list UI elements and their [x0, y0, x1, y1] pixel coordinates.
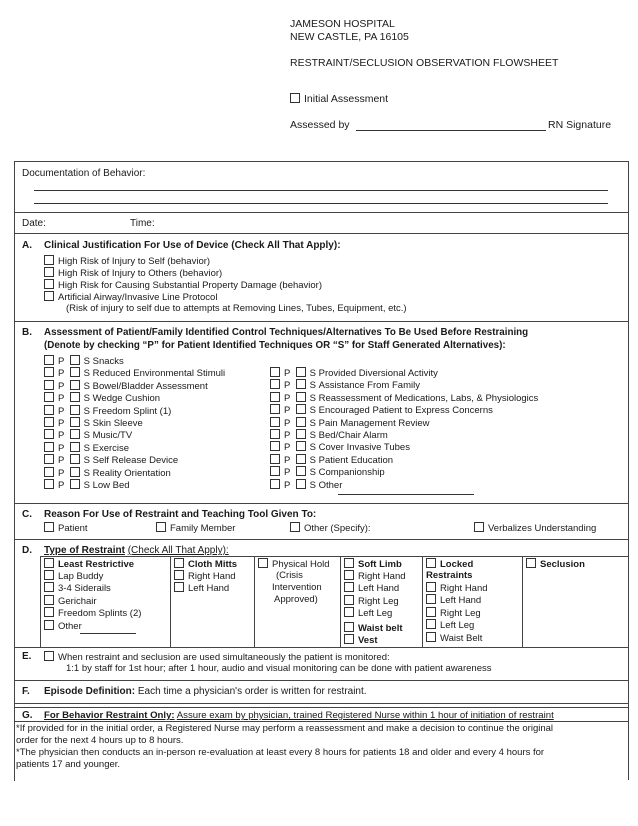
least-restrictive-item[interactable]: Freedom Splints (2)	[44, 607, 141, 619]
assessed-by-label: Assessed by	[290, 119, 350, 131]
rn-signature-label: RN Signature	[548, 119, 612, 131]
section-b-right-item[interactable]: P S Patient Education	[270, 454, 393, 466]
section-b-right-item[interactable]: P S Provided Diversional Activity	[270, 367, 438, 379]
section-b-title-2: (Denote by checking “P” for Patient Identified Techniques OR “S” for Staff Generated Alternatives):	[44, 340, 506, 351]
time-label: Time:	[130, 218, 155, 229]
locked-restraint-item[interactable]: Right Hand	[426, 582, 488, 594]
section-c-option-family[interactable]: Family Member	[156, 522, 235, 534]
section-b-right-item[interactable]: P S Assistance From Family	[270, 379, 420, 391]
section-d-letter: D.	[22, 545, 32, 556]
section-a-item[interactable]: High Risk of Injury to Self (behavior)	[44, 255, 210, 267]
section-a-item[interactable]: High Risk of Injury to Others (behavior)	[44, 267, 222, 279]
section-b-left-item[interactable]: P S Reduced Environmental Stimuli	[44, 367, 225, 379]
section-b-right-item[interactable]: P S Bed/Chair Alarm	[270, 429, 388, 441]
soft-limb-vest[interactable]: Vest	[344, 634, 378, 647]
initial-assessment-label: Initial Assessment	[304, 93, 389, 105]
locked-restraints-head[interactable]: Locked	[426, 558, 473, 571]
section-b-right-item[interactable]: P S Reassessment of Medications, Labs, & Physiologics	[270, 392, 538, 404]
cloth-mitts-head[interactable]: Cloth Mitts	[174, 558, 237, 571]
section-b-right-item[interactable]: P S Other	[270, 479, 342, 491]
section-b-right-item[interactable]: P S Companionship	[270, 466, 385, 478]
section-f-text: Episode Definition: Each time a physician's order is written for restraint.	[44, 686, 367, 697]
section-g-note-2b: patients 17 and younger.	[16, 759, 121, 770]
section-b-letter: B.	[22, 327, 32, 338]
section-a-letter: A.	[22, 240, 32, 251]
soft-limb-head[interactable]: Soft Limb	[344, 558, 402, 571]
section-b-left-item[interactable]: P S Reality Orientation	[44, 467, 171, 479]
section-a-note: (Risk of injury to self due to attempts at Removing Lines, Tubes, Equipment, etc.)	[66, 303, 407, 314]
section-c-title: Reason For Use of Restraint and Teaching Tool Given To:	[44, 509, 317, 520]
physical-hold-note: Approved)	[274, 594, 318, 605]
section-c-option-verbalizes[interactable]: Verbalizes Understanding	[474, 522, 596, 534]
locked-restraint-item[interactable]: Left Leg	[426, 619, 474, 631]
section-g-text: For Behavior Restraint Only: Assure exam by physician, trained Registered Nurse within 1 hour of initiation of restraint	[44, 710, 554, 721]
soft-limb-waist-belt[interactable]: Waist belt	[344, 622, 403, 635]
section-b-left-item[interactable]: P S Self Release Device	[44, 454, 178, 466]
least-restrictive-item[interactable]: Gerichair	[44, 595, 97, 607]
section-a-title: Clinical Justification For Use of Device (Check All That Apply):	[44, 240, 341, 251]
soft-limb-item[interactable]: Left Leg	[344, 607, 392, 619]
section-b-left-item[interactable]: P S Music/TV	[44, 429, 132, 441]
section-a-item[interactable]: High Risk for Causing Substantial Property Damage (behavior)	[44, 279, 322, 291]
section-b-other-field[interactable]	[338, 494, 474, 495]
documentation-line-2[interactable]	[34, 203, 608, 204]
section-b-left-item[interactable]: P S Exercise	[44, 442, 129, 454]
checkbox-icon	[290, 93, 300, 103]
section-b-right-item[interactable]: P S Pain Management Review	[270, 417, 430, 429]
section-b-right-item[interactable]: P S Encouraged Patient to Express Concerns	[270, 404, 493, 416]
section-e-letter: E.	[22, 651, 32, 662]
documentation-line-1[interactable]	[34, 190, 608, 191]
section-g-note-1a: *If provided for in the initial order, a Registered Nurse may perform a reassessment and make a decision to continue the original	[16, 723, 554, 734]
section-e-line-2: 1:1 by staff for 1st hour; after 1 hour, audio and visual monitoring can be done with patient awareness	[66, 663, 492, 674]
locked-restraints-head-2: Restraints	[426, 570, 473, 581]
least-restrictive-item[interactable]: Other	[44, 620, 82, 632]
section-c-option-patient[interactable]: Patient	[44, 522, 88, 534]
cloth-mitts-item[interactable]: Right Hand	[174, 570, 236, 582]
section-b-left-item[interactable]: P S Skin Sleeve	[44, 417, 143, 429]
least-restrictive-item[interactable]: 3-4 Siderails	[44, 582, 111, 594]
physical-hold-note: Intervention	[272, 582, 322, 593]
section-b-left-item[interactable]: P S Snacks	[44, 355, 124, 367]
section-d-title: Type of Restraint (Check All That Apply):	[44, 545, 229, 556]
section-f-letter: F.	[22, 686, 30, 697]
section-c-option-other[interactable]: Other (Specify):	[290, 522, 371, 534]
other-field[interactable]	[80, 633, 136, 634]
section-b-title-1: Assessment of Patient/Family Identified Control Techniques/Alternatives To Be Used Before Restraining	[44, 327, 529, 338]
section-b-left-item[interactable]: P S Wedge Cushion	[44, 392, 160, 404]
section-c-letter: C.	[22, 509, 32, 520]
section-a-item[interactable]: Artificial Airway/Invasive Line Protocol	[44, 291, 217, 303]
locked-restraint-item[interactable]: Right Leg	[426, 607, 481, 619]
section-b-left-item[interactable]: P S Bowel/Bladder Assessment	[44, 380, 208, 392]
physical-hold-note: (Crisis	[276, 570, 303, 581]
soft-limb-item[interactable]: Right Leg	[344, 595, 399, 607]
form-title: RESTRAINT/SECLUSION OBSERVATION FLOWSHEET	[290, 57, 559, 69]
soft-limb-item[interactable]: Right Hand	[344, 570, 406, 582]
physical-hold-head[interactable]: Physical Hold	[258, 558, 330, 571]
documentation-label: Documentation of Behavior:	[22, 168, 146, 179]
seclusion-head[interactable]: Seclusion	[526, 558, 585, 571]
date-label: Date:	[22, 218, 46, 229]
section-b-right-item[interactable]: P S Cover Invasive Tubes	[270, 441, 410, 453]
section-g-note-1b: order for the next 4 hours up to 8 hours.	[16, 735, 184, 746]
section-b-left-item[interactable]: P S Freedom Splint (1)	[44, 405, 171, 417]
section-g-letter: G.	[22, 710, 33, 721]
cloth-mitts-item[interactable]: Left Hand	[174, 582, 229, 594]
least-restrictive-item[interactable]: Lap Buddy	[44, 570, 103, 582]
soft-limb-item[interactable]: Left Hand	[344, 582, 399, 594]
section-e-line-1[interactable]: When restraint and seclusion are used simultaneously the patient is monitored:	[44, 651, 390, 663]
hospital-address: NEW CASTLE, PA 16105	[290, 31, 409, 43]
hospital-name: JAMESON HOSPITAL	[290, 18, 395, 30]
locked-restraint-item[interactable]: Left Hand	[426, 594, 481, 606]
locked-restraint-item[interactable]: Waist Belt	[426, 632, 482, 644]
initial-assessment-checkbox[interactable]	[290, 93, 388, 105]
section-g-note-2a: *The physician then conducts an in-person re-evaluation at least every 8 hours for patients 18 and older and every 4 hours for	[16, 747, 545, 758]
assessed-by-field[interactable]	[356, 130, 546, 131]
section-b-left-item[interactable]: P S Low Bed	[44, 479, 130, 491]
least-restrictive-head[interactable]: Least Restrictive	[44, 558, 134, 571]
